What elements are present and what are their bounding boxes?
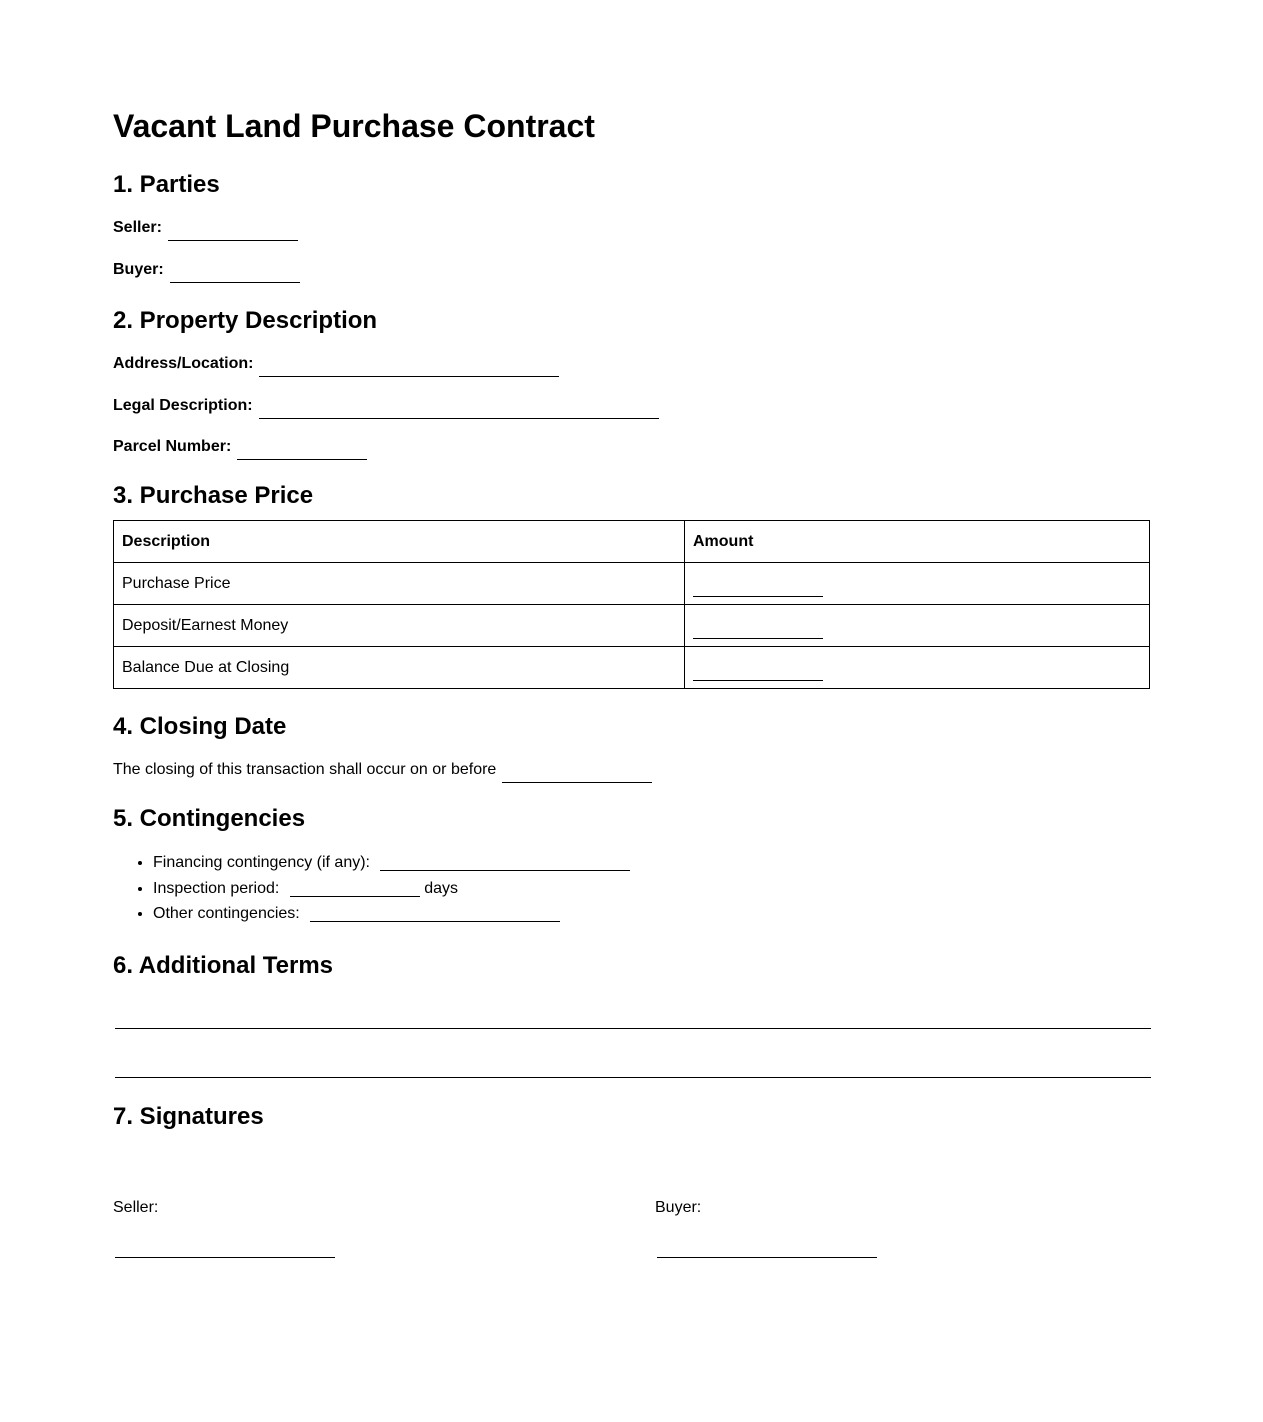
list-item-inspection xyxy=(153,876,1150,902)
buyer-input[interactable] xyxy=(170,268,300,283)
seller-signature-line[interactable] xyxy=(115,1257,335,1258)
address-field-row xyxy=(113,353,1150,373)
section-heading-property: 2. Property Description xyxy=(113,307,378,334)
amount-input[interactable] xyxy=(693,666,823,681)
legal-description-input[interactable] xyxy=(259,404,659,419)
row-description: Purchase Price xyxy=(114,563,685,605)
other-label: Other contingencies: xyxy=(153,905,300,922)
closing-date-input[interactable] xyxy=(502,768,652,783)
seller-signature-block xyxy=(113,1199,335,1258)
buyer-signature-label: Buyer: xyxy=(655,1198,702,1216)
other-contingencies-input[interactable] xyxy=(310,907,560,922)
closing-date-text: The closing of this transaction shall occur on or before xyxy=(113,761,497,778)
days-suffix: days xyxy=(424,879,459,897)
buyer-signature-line[interactable] xyxy=(657,1257,877,1258)
address-input[interactable] xyxy=(259,362,559,377)
seller-signature-label: Seller: xyxy=(113,1198,159,1216)
financing-input[interactable] xyxy=(380,856,630,871)
column-header-amount: Amount xyxy=(685,521,1150,563)
section-heading-purchase-price: 3. Purchase Price xyxy=(113,482,314,509)
parcel-number-label: Parcel Number: xyxy=(113,438,232,455)
legal-description-label: Legal Description: xyxy=(113,397,253,414)
table-row xyxy=(114,647,1150,689)
table-row xyxy=(114,605,1150,647)
section-heading-contingencies: 5. Contingencies xyxy=(113,805,306,832)
inspection-label: Inspection period: xyxy=(153,879,280,897)
table-header-row xyxy=(114,521,1150,563)
amount-input[interactable] xyxy=(693,582,823,597)
parcel-number-field-row xyxy=(113,436,1150,456)
table-row xyxy=(114,563,1150,605)
section-heading-signatures: 7. Signatures xyxy=(113,1102,264,1130)
row-amount-cell xyxy=(685,563,1150,605)
column-header-description: Description xyxy=(114,521,685,563)
row-description: Deposit/Earnest Money xyxy=(114,605,685,647)
list-item-other xyxy=(153,901,1150,927)
buyer-label: Buyer: xyxy=(113,261,164,278)
financing-label: Financing contingency (if any): xyxy=(153,854,370,871)
buyer-signature-block xyxy=(655,1199,877,1258)
row-amount-cell xyxy=(685,647,1150,689)
signatures-area xyxy=(113,1131,1150,1271)
amount-input[interactable] xyxy=(693,624,823,639)
row-amount-cell xyxy=(685,605,1150,647)
additional-terms-line-2[interactable] xyxy=(115,1077,1151,1078)
parcel-number-input[interactable] xyxy=(237,445,367,460)
row-description: Balance Due at Closing xyxy=(114,647,685,689)
closing-date-row xyxy=(113,759,1150,779)
legal-description-field-row xyxy=(113,395,1150,415)
section-heading-closing-date: 4. Closing Date xyxy=(113,713,287,740)
address-label: Address/Location: xyxy=(113,355,254,372)
seller-label: Seller: xyxy=(113,219,162,236)
contingencies-list xyxy=(113,850,1150,927)
section-heading-parties: 1. Parties xyxy=(113,171,220,198)
seller-field-row xyxy=(113,217,1150,237)
inspection-days-input[interactable] xyxy=(290,882,420,897)
buyer-field-row xyxy=(113,259,1150,279)
additional-terms-line-1[interactable] xyxy=(115,1028,1151,1029)
purchase-price-table xyxy=(113,520,1150,689)
section-heading-additional-terms: 6. Additional Terms xyxy=(113,951,334,979)
seller-input[interactable] xyxy=(168,226,298,241)
document-title: Vacant Land Purchase Contract xyxy=(113,108,595,144)
list-item-financing xyxy=(153,850,1150,876)
